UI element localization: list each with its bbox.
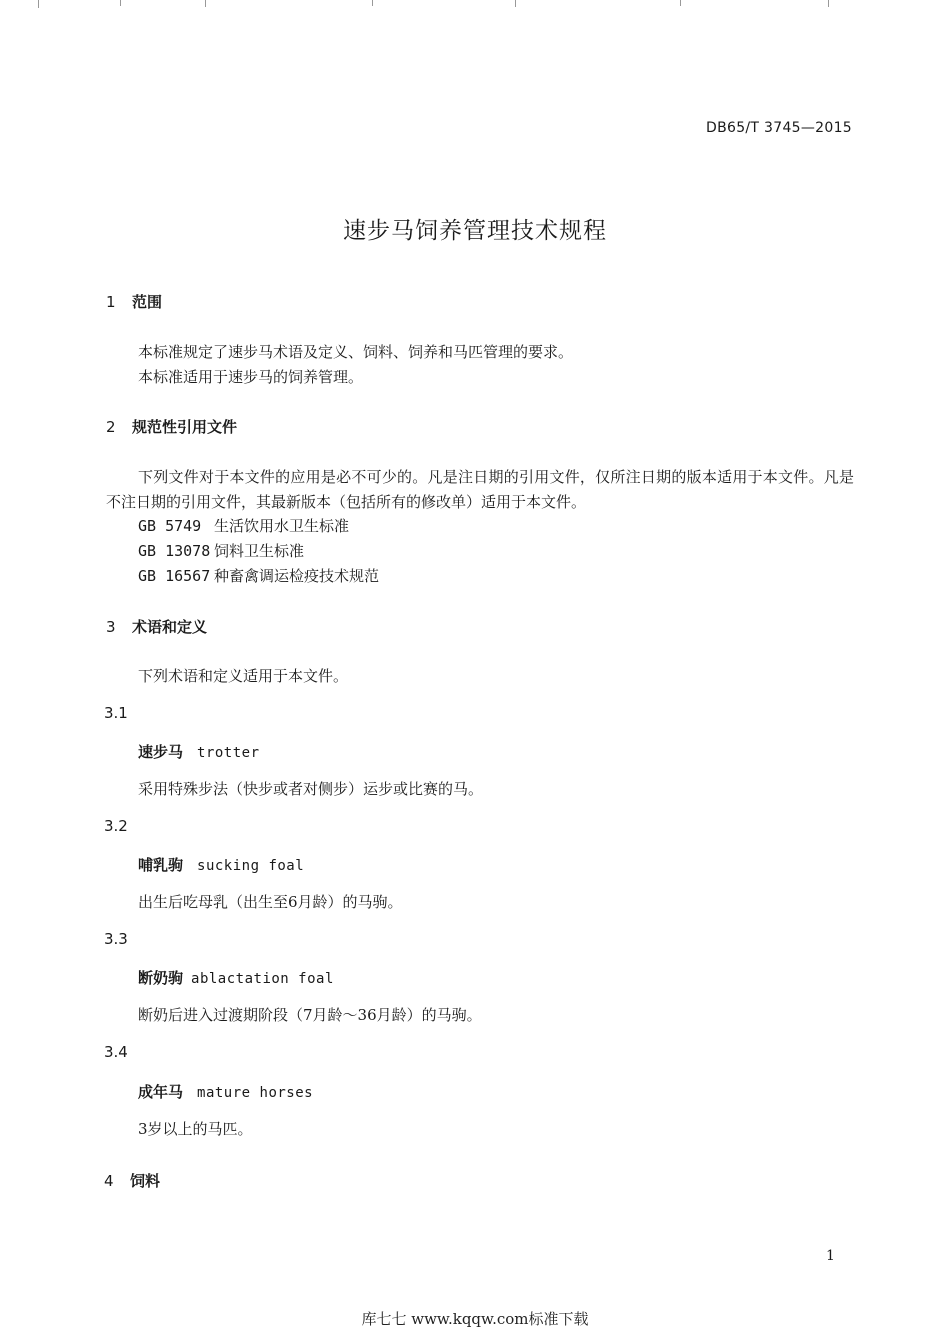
term-entry — [138, 854, 304, 875]
reference-item — [138, 515, 349, 536]
term-english: ablactation foal — [191, 971, 334, 987]
scan-mark — [372, 0, 373, 6]
reference-title: 饲料卫生标准 — [214, 542, 305, 560]
section-number: 4 — [104, 1172, 114, 1190]
reference-code: GB 16567 — [138, 567, 211, 585]
section-number: 2 — [106, 418, 116, 436]
document-title: 速步马饲养管理技术规程 — [343, 218, 607, 244]
paragraph: 本标准适用于速步马的饲养管理。 — [138, 368, 364, 386]
section-title: 术语和定义 — [132, 618, 208, 636]
term-chinese: 速步马 — [138, 743, 184, 761]
scan-mark — [828, 0, 829, 7]
scan-mark — [38, 0, 39, 8]
term-entry — [138, 1081, 313, 1102]
term-number: 3.3 — [104, 930, 128, 948]
section-3-heading — [106, 616, 207, 637]
paragraph: 本标准规定了速步马术语及定义、饲料、饲养和马匹管理的要求。 — [138, 343, 574, 361]
section-2-heading — [106, 416, 237, 437]
reference-title: 生活饮用水卫生标准 — [214, 517, 350, 535]
document-number: DB65/T 3745—2015 — [706, 120, 852, 136]
scan-mark — [680, 0, 681, 6]
scan-mark — [120, 0, 121, 6]
section-title: 饲料 — [130, 1172, 161, 1190]
term-definition: 3岁以上的马匹。 — [138, 1120, 253, 1138]
reference-code: GB 13078 — [138, 542, 211, 560]
section-4-heading — [104, 1170, 160, 1191]
term-entry — [138, 741, 260, 762]
section-title: 规范性引用文件 — [132, 418, 238, 436]
term-chinese: 成年马 — [138, 1083, 184, 1101]
term-english: mature horses — [197, 1085, 314, 1101]
page-number: 1 — [826, 1248, 835, 1264]
reference-item — [138, 540, 304, 561]
section-title: 范围 — [132, 293, 163, 311]
term-chinese: 断奶驹 — [138, 969, 184, 987]
section-number: 3 — [106, 618, 116, 636]
term-number: 3.2 — [104, 817, 128, 835]
term-english: sucking foal — [197, 858, 305, 874]
term-definition: 出生后吃母乳（出生至6月龄）的马驹。 — [138, 893, 403, 911]
scan-mark — [205, 0, 206, 7]
term-entry — [138, 967, 334, 988]
section-number: 1 — [106, 293, 116, 311]
reference-title: 种畜禽调运检疫技术规范 — [214, 567, 380, 585]
paragraph: 下列术语和定义适用于本文件。 — [138, 667, 349, 685]
reference-code: GB 5749 — [138, 517, 202, 535]
reference-item — [138, 565, 379, 586]
term-number: 3.1 — [104, 704, 128, 722]
term-english: trotter — [197, 745, 260, 761]
term-chinese: 哺乳驹 — [138, 856, 184, 874]
paragraph: 下列文件对于本文件的应用是必不可少的。凡是注日期的引用文件，仅所注日期的版本适用于本文件。凡是不注日期的引用文件，其最新版本（包括所有的修改单）适用于本文件。 — [106, 468, 854, 511]
term-number: 3.4 — [104, 1043, 128, 1061]
footer-watermark: 库七七 www.kqqw.com标准下载 — [361, 1310, 589, 1328]
term-definition: 采用特殊步法（快步或者对侧步）运步或比赛的马。 — [138, 780, 484, 798]
section-1-heading — [106, 291, 162, 312]
term-definition: 断奶后进入过渡期阶段（7月龄～36月龄）的马驹。 — [138, 1006, 482, 1024]
scan-mark — [515, 0, 516, 7]
